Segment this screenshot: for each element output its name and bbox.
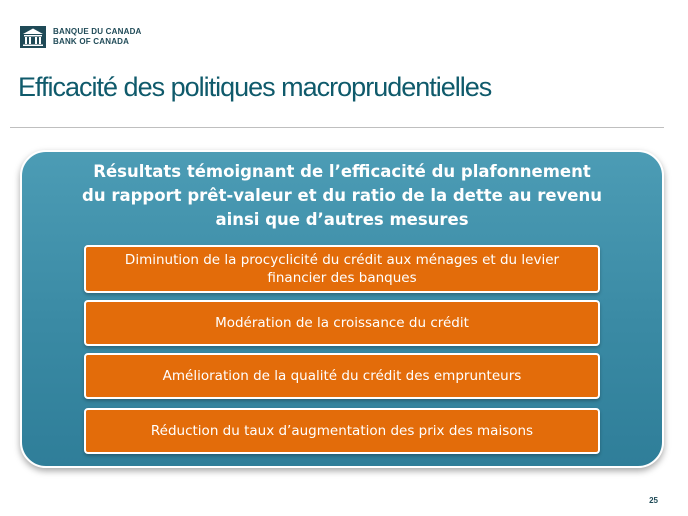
panel-heading xyxy=(22,160,662,232)
result-item-house-prices: Réduction du taux d’augmentation des prix des maisons xyxy=(84,408,600,454)
page-number: 25 xyxy=(649,496,658,505)
logo-text-french: BANQUE DU CANADA xyxy=(53,27,142,36)
logo-text xyxy=(53,27,142,47)
result-item-procyclicity: Diminution de la procyclicité du crédit aux ménages et du levier financier des banques xyxy=(84,245,600,293)
result-item-credit-quality: Amélioration de la qualité du crédit des emprunteurs xyxy=(84,353,600,399)
title-divider xyxy=(10,127,664,128)
bank-logo xyxy=(20,26,142,48)
bank-building-icon xyxy=(20,26,46,48)
result-item-credit-growth: Modération de la croissance du crédit xyxy=(84,300,600,346)
page-title: Efficacité des politiques macroprudentielles xyxy=(18,72,492,102)
panel-heading-line: Résultats témoignant de l’efficacité du plafonnement xyxy=(93,162,591,181)
results-panel xyxy=(20,150,664,468)
panel-heading-line: ainsi que d’autres mesures xyxy=(215,210,469,229)
panel-heading-line: du rapport prêt-valeur et du ratio de la dette au revenu xyxy=(82,186,602,205)
logo-text-english: BANK OF CANADA xyxy=(53,37,130,46)
